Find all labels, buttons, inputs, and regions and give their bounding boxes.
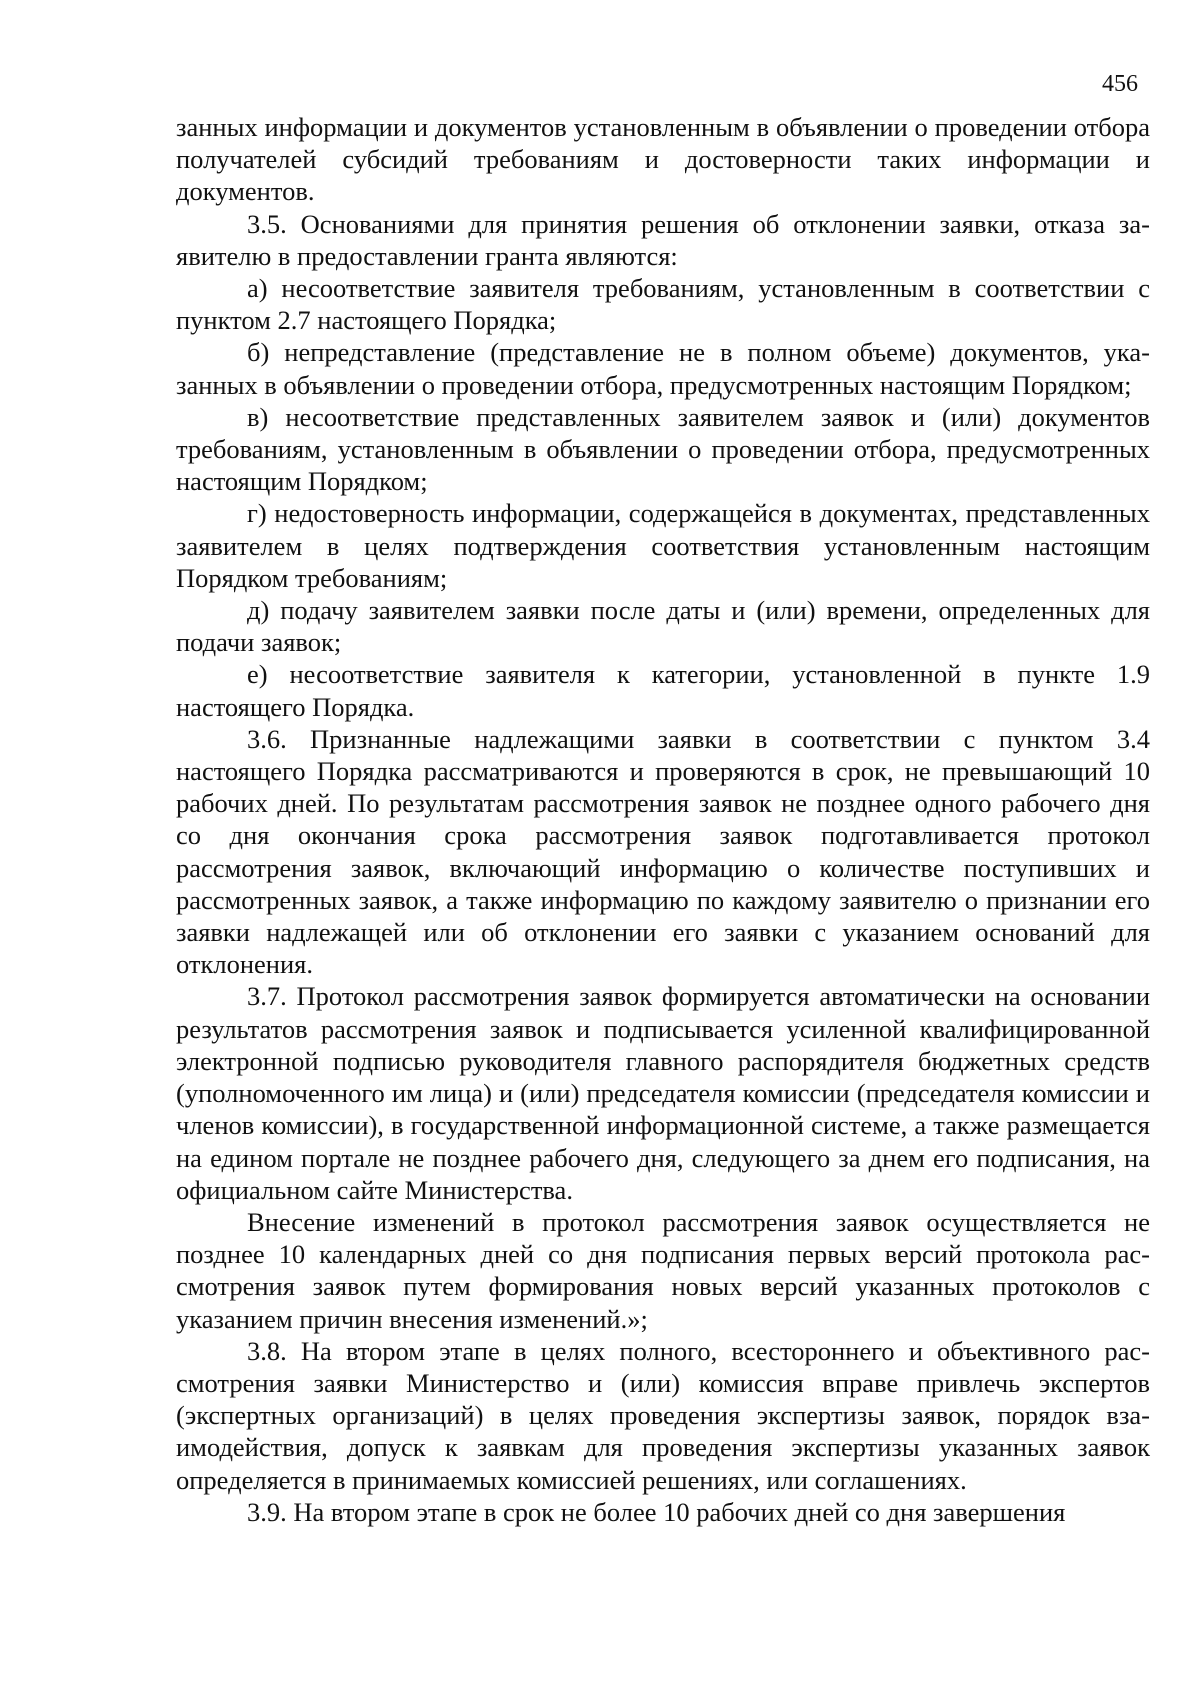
paragraph-continuation: занных информации и документов установленным в объявлении о проведении отбора получателей субсидий требованиям и достоверности таких информации и документов. <box>176 112 1150 207</box>
paragraph-3-6: 3.6. Признанные надлежащими заявки в соответствии с пунктом 3.4 настоящего Порядка рассматриваются и проверяются в срок, не превышающий 10 рабочих дней. По результатам рассмотрения заявок не позднее одного рабочего дня со дня окончания срока рассмотрения заявок подготавливается протокол рассмотрения заявок, включающий информацию о количестве поступивших и рассмотренных заявок, а также информацию по каждому заявителю о признании его заявки надлежащей или об отклонении его заявки с указанием оснований для отклонения. <box>176 723 1150 980</box>
paragraph-3-9: 3.9. На втором этапе в срок не более 10 рабочих дней со дня завершения <box>247 1496 1066 1527</box>
page-number: 456 <box>1102 71 1138 97</box>
paragraph-3-5: 3.5. Основаниями для принятия решения об отклонении заявки, отказа заявителю в предоставлении гранта являются: <box>176 208 1150 271</box>
paragraph-amendments: Внесение изменений в протокол рассмотрения заявок осуществляется не позднее 10 календарных дней со дня подписания первых версий протокола рассмотрения заявок путем формирования новых версий указанных протоколов с указанием причин внесения изменений.»; <box>176 1206 1150 1334</box>
document-body <box>176 111 1150 1528</box>
list-item-a: а) несоответствие заявителя требованиям, установленным в соответствии с пунктом 2.7 настоящего Порядка; <box>176 273 1150 336</box>
paragraph-3-7: 3.7. Протокол рассмотрения заявок формируется автоматически на основании результатов рассмотрения заявок и подписывается усиленной квалифицированной электронной подписью руководителя главного распорядителя бюджетных средств (уполномоченного им лица) и (или) председателя комиссии (председателя комиссии и членов комиссии), в государственной информационной системе, а также размещается на едином портале не позднее рабочего дня, следующего за днем его подписания, на официальном сайте Министерства. <box>176 981 1150 1205</box>
list-item-g: г) недостоверность информации, содержащейся в документах, представленных заявителем в целях подтверждения соответствия установленным настоящим Порядком требованиям; <box>176 498 1150 593</box>
list-item-d: д) подачу заявителем заявки после даты и (или) времени, определенных для подачи заявок; <box>176 595 1150 658</box>
list-item-b: б) непредставление (представление не в полном объеме) документов, указанных в объявлении о проведении отбора, предусмотренных настоящим Порядком; <box>176 337 1150 400</box>
paragraph-3-8: 3.8. На втором этапе в целях полного, всестороннего и объективного рассмотрения заявки Министерство и (или) комиссия вправе привлечь экспертов (экспертных организаций) в целях проведения экспертизы заявок, порядок взаимодействия, допуск к заявкам для проведения экспертизы указанных заявок определяется в принимаемых комиссией решениях, или соглашениях. <box>176 1335 1150 1495</box>
list-item-v: в) несоответствие представленных заявителем заявок и (или) документов требованиям, установленным в объявлении о проведении отбора, предусмотренных настоящим Порядком; <box>176 401 1150 497</box>
list-item-e: е) несоответствие заявителя к категории, установленной в пункте 1.9 настоящего Порядка. <box>176 659 1150 722</box>
